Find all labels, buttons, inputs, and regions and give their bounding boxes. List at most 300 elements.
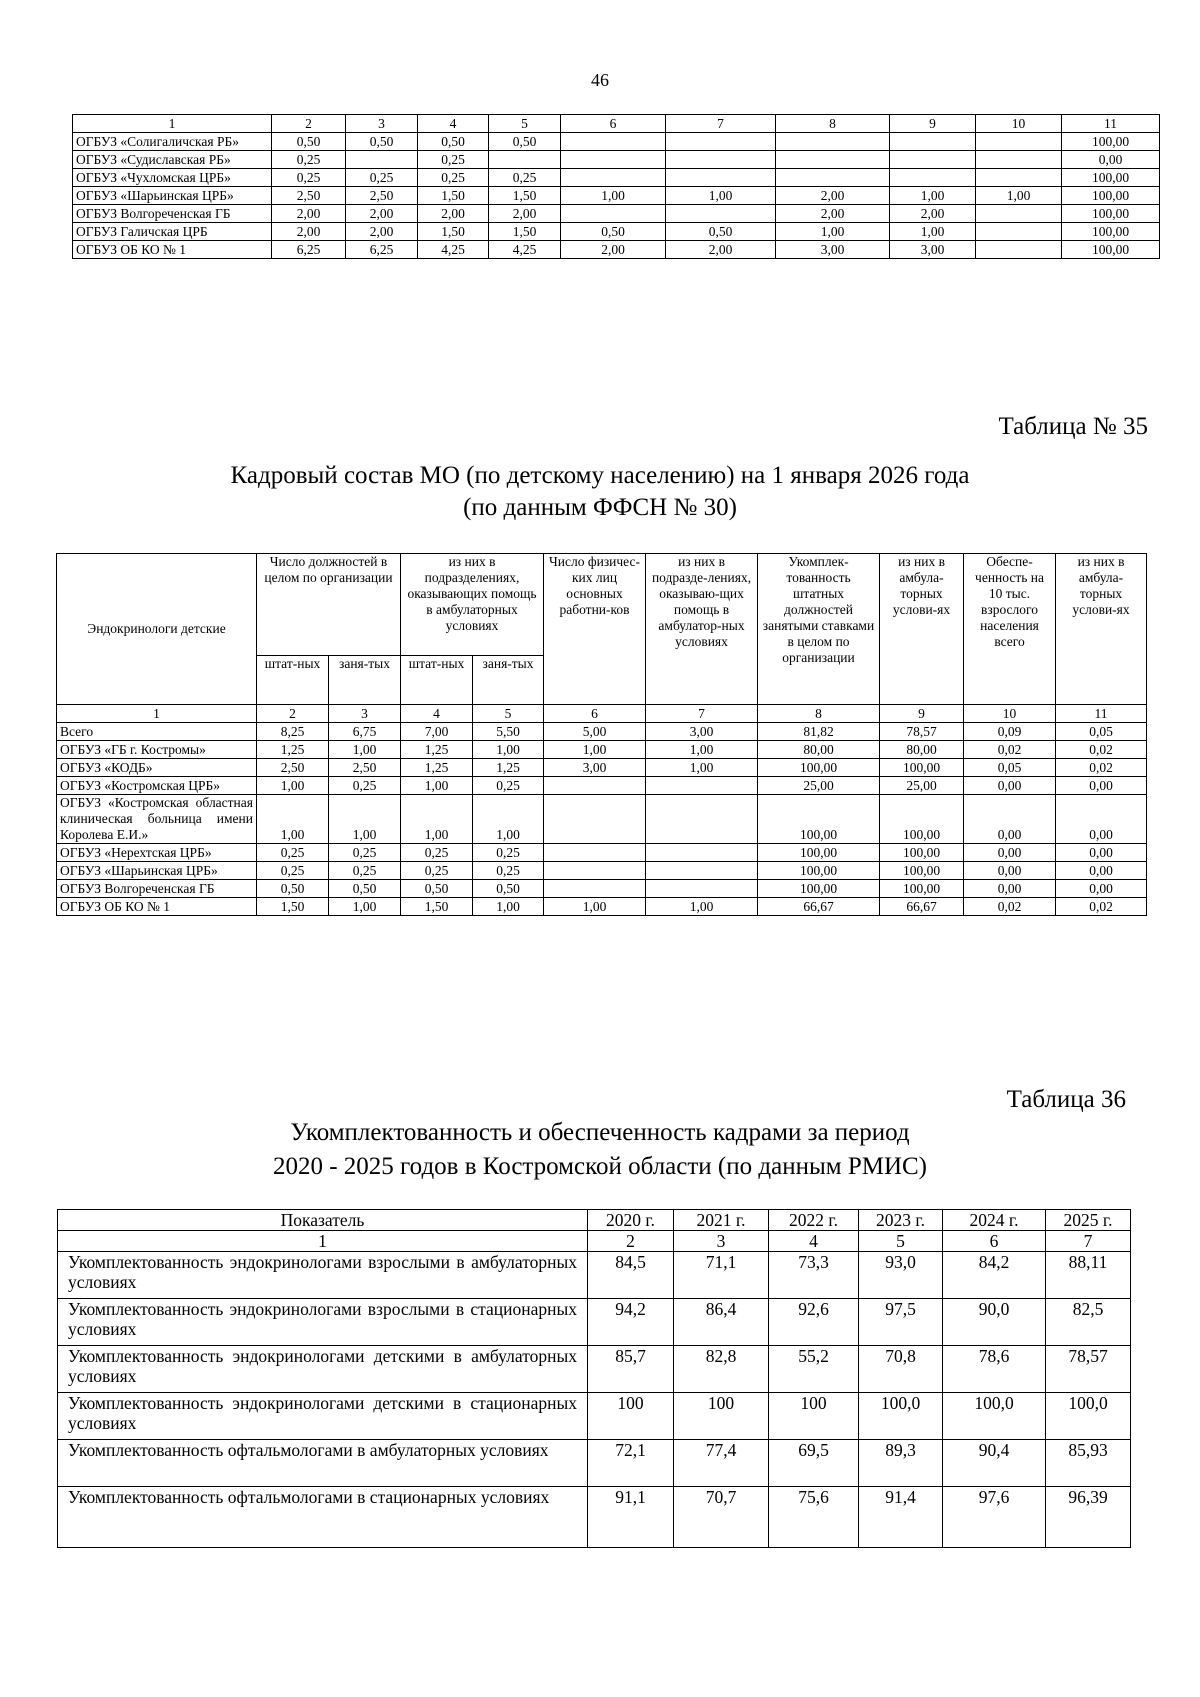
- table-row: [58, 1252, 1131, 1299]
- table-row: [73, 133, 1160, 151]
- value-cell: 5,50: [473, 723, 544, 741]
- value-cell: 100,00: [758, 759, 880, 777]
- value-cell: 0,02: [964, 741, 1056, 759]
- header-individuals: Число физичес-ких лиц основных работни-ков: [544, 554, 646, 705]
- value-cell: 0,02: [1056, 741, 1147, 759]
- column-number: 2: [272, 115, 346, 133]
- table-row: [57, 844, 1147, 862]
- value-cell: [666, 151, 776, 169]
- value-cell: 1,00: [776, 223, 890, 241]
- value-cell: 0,25: [401, 862, 473, 880]
- value-cell: 2,00: [776, 205, 890, 223]
- value-cell: 1,50: [418, 187, 489, 205]
- table-row: [58, 1299, 1131, 1346]
- column-number: 10: [976, 115, 1062, 133]
- value-cell: 1,50: [489, 187, 561, 205]
- table-row: [73, 223, 1160, 241]
- value-cell: 0,00: [964, 795, 1056, 844]
- value-cell: 0,50: [346, 133, 418, 151]
- value-cell: 1,00: [329, 741, 401, 759]
- value-cell: [489, 151, 561, 169]
- indicator-header: Показатель: [58, 1210, 588, 1231]
- table-35-title-line-1: Кадровый состав МО (по детскому населению) на 1 января 2026 года: [230, 462, 970, 489]
- table-row: [73, 151, 1160, 169]
- column-number: 5: [473, 705, 544, 723]
- row-label: Укомплектованность офтальмологами в стационарных условиях: [58, 1487, 588, 1548]
- value-cell: 25,00: [880, 777, 964, 795]
- value-cell: 89,3: [859, 1440, 943, 1487]
- value-cell: 70,7: [674, 1487, 769, 1548]
- column-number: 6: [943, 1231, 1046, 1252]
- value-cell: 8,25: [257, 723, 329, 741]
- row-label: ОГБУЗ ОБ КО № 1: [73, 241, 272, 259]
- value-cell: [776, 169, 890, 187]
- value-cell: 85,93: [1046, 1440, 1131, 1487]
- value-cell: 100,00: [1062, 133, 1160, 151]
- value-cell: 0,25: [257, 844, 329, 862]
- value-cell: 88,11: [1046, 1252, 1131, 1299]
- value-cell: 80,00: [880, 741, 964, 759]
- value-cell: 0,25: [257, 862, 329, 880]
- value-cell: 1,00: [666, 187, 776, 205]
- value-cell: 78,57: [1046, 1346, 1131, 1393]
- table-36-caption: Таблица 36: [1006, 1086, 1126, 1113]
- header-provision: Обеспе-ченность на 10 тыс. взрослого населения всего: [964, 554, 1056, 705]
- column-number: 4: [401, 705, 473, 723]
- table-35-caption: Таблица № 35: [998, 413, 1148, 440]
- value-cell: 2,00: [776, 187, 890, 205]
- value-cell: 3,00: [646, 723, 758, 741]
- value-cell: 100,00: [880, 795, 964, 844]
- value-cell: [776, 151, 890, 169]
- value-cell: 0,00: [964, 777, 1056, 795]
- value-cell: 2,00: [666, 241, 776, 259]
- row-label: Укомплектованность эндокринологами детскими в амбулаторных условиях: [58, 1346, 588, 1393]
- column-number: 9: [880, 705, 964, 723]
- value-cell: [976, 223, 1062, 241]
- value-cell: 66,67: [758, 898, 880, 916]
- value-cell: 3,00: [544, 759, 646, 777]
- value-cell: 1,25: [401, 741, 473, 759]
- value-cell: 100,0: [943, 1393, 1046, 1440]
- year-header: 2025 г.: [1046, 1210, 1131, 1231]
- row-label: Укомплектованность эндокринологами взрослыми в амбулаторных условиях: [58, 1252, 588, 1299]
- year-header: 2021 г.: [674, 1210, 769, 1231]
- column-number: 10: [964, 705, 1056, 723]
- header-provision-outpatient: из них в амбула-торных услови-ях: [1056, 554, 1147, 705]
- value-cell: 0,50: [666, 223, 776, 241]
- value-cell: 2,00: [561, 241, 666, 259]
- value-cell: [646, 795, 758, 844]
- value-cell: [561, 133, 666, 151]
- row-label: Укомплектованность эндокринологами взрослыми в стационарных условиях: [58, 1299, 588, 1346]
- table-row: [57, 777, 1147, 795]
- year-header: 2020 г.: [588, 1210, 674, 1231]
- value-cell: 100,00: [880, 862, 964, 880]
- value-cell: 1,00: [257, 795, 329, 844]
- subheader-staff-outpatient: штат-ных: [401, 655, 473, 704]
- value-cell: 1,00: [646, 741, 758, 759]
- value-cell: 100,00: [758, 844, 880, 862]
- row-label: ОГБУЗ «КОДБ»: [57, 759, 257, 777]
- column-number: 11: [1056, 705, 1147, 723]
- value-cell: 1,50: [489, 223, 561, 241]
- value-cell: 2,00: [346, 223, 418, 241]
- column-number: 7: [646, 705, 758, 723]
- table-row: [73, 205, 1160, 223]
- column-numbers-row: [58, 1231, 1131, 1252]
- row-label: ОГБУЗ «Нерехтская ЦРБ»: [57, 844, 257, 862]
- value-cell: 2,00: [489, 205, 561, 223]
- column-number: 5: [859, 1231, 943, 1252]
- page-number: 46: [591, 70, 609, 90]
- value-cell: 0,50: [561, 223, 666, 241]
- value-cell: [561, 205, 666, 223]
- table-36-title: [0, 1116, 1200, 1184]
- row-label: ОГБУЗ «Солигаличская РБ»: [73, 133, 272, 151]
- value-cell: 3,00: [776, 241, 890, 259]
- value-cell: 0,25: [346, 169, 418, 187]
- value-cell: 100: [769, 1393, 859, 1440]
- column-numbers-row: [57, 705, 1147, 723]
- value-cell: 78,57: [880, 723, 964, 741]
- value-cell: 0,25: [329, 862, 401, 880]
- value-cell: 1,00: [257, 777, 329, 795]
- column-number: 3: [674, 1231, 769, 1252]
- column-number: 1: [58, 1231, 588, 1252]
- value-cell: 2,00: [272, 205, 346, 223]
- table-35-header-row: [57, 554, 1147, 656]
- value-cell: 6,25: [272, 241, 346, 259]
- value-cell: 0,50: [489, 133, 561, 151]
- value-cell: [561, 169, 666, 187]
- value-cell: 0,02: [1056, 898, 1147, 916]
- value-cell: 2,00: [890, 205, 976, 223]
- year-header: 2023 г.: [859, 1210, 943, 1231]
- value-cell: 25,00: [758, 777, 880, 795]
- value-cell: [346, 151, 418, 169]
- value-cell: 100,00: [758, 880, 880, 898]
- column-number: 2: [588, 1231, 674, 1252]
- value-cell: 1,00: [473, 795, 544, 844]
- value-cell: 1,00: [401, 795, 473, 844]
- value-cell: 71,1: [674, 1252, 769, 1299]
- table-header-row: [58, 1210, 1131, 1231]
- value-cell: 1,00: [646, 759, 758, 777]
- value-cell: 1,00: [329, 898, 401, 916]
- value-cell: 0,25: [329, 844, 401, 862]
- subheader-occupied: заня-тых: [329, 655, 401, 704]
- value-cell: 0,25: [272, 169, 346, 187]
- subheader-staff: штат-ных: [257, 655, 329, 704]
- value-cell: 1,00: [976, 187, 1062, 205]
- table-35: [56, 553, 1147, 916]
- value-cell: 4,25: [489, 241, 561, 259]
- column-number: 9: [890, 115, 976, 133]
- value-cell: 1,00: [329, 795, 401, 844]
- value-cell: [646, 880, 758, 898]
- header-positions: Число должностей в целом по организации: [257, 554, 401, 656]
- row-label: ОГБУЗ Волгореченская ГБ: [73, 205, 272, 223]
- value-cell: 0,25: [473, 862, 544, 880]
- value-cell: 72,1: [588, 1440, 674, 1487]
- value-cell: [544, 862, 646, 880]
- value-cell: 100,00: [1062, 223, 1160, 241]
- table-row: [57, 795, 1147, 844]
- value-cell: [561, 151, 666, 169]
- value-cell: 0,25: [272, 151, 346, 169]
- value-cell: 75,6: [769, 1487, 859, 1548]
- value-cell: 66,67: [880, 898, 964, 916]
- row-label: Укомплектованность офтальмологами в амбулаторных условиях: [58, 1440, 588, 1487]
- value-cell: 0,02: [964, 898, 1056, 916]
- value-cell: 90,4: [943, 1440, 1046, 1487]
- value-cell: 0,00: [1056, 880, 1147, 898]
- year-header: 2022 г.: [769, 1210, 859, 1231]
- header-staffing-outpatient: из них в амбула-торных услови-ях: [880, 554, 964, 705]
- value-cell: 2,00: [346, 205, 418, 223]
- table-row: [58, 1487, 1131, 1548]
- column-number: 7: [1046, 1231, 1131, 1252]
- column-number: 11: [1062, 115, 1160, 133]
- table-35-title-line-2: (по данным ФФСН № 30): [463, 494, 737, 521]
- value-cell: 100,00: [880, 880, 964, 898]
- value-cell: 100,0: [859, 1393, 943, 1440]
- value-cell: 0,25: [489, 169, 561, 187]
- row-label: Всего: [57, 723, 257, 741]
- value-cell: 7,00: [401, 723, 473, 741]
- column-number: 3: [329, 705, 401, 723]
- value-cell: 0,50: [329, 880, 401, 898]
- table-row: [58, 1393, 1131, 1440]
- value-cell: 0,00: [1062, 151, 1160, 169]
- value-cell: 2,50: [346, 187, 418, 205]
- table-36: [57, 1209, 1131, 1548]
- value-cell: 0,02: [1056, 759, 1147, 777]
- table-row: [58, 1346, 1131, 1393]
- value-cell: 91,1: [588, 1487, 674, 1548]
- header-individuals-outpatient: из них в подразде-лениях, оказываю-щих помощь в амбулатор-ных условиях: [646, 554, 758, 705]
- value-cell: 100,00: [1062, 187, 1160, 205]
- value-cell: 97,6: [943, 1487, 1046, 1548]
- value-cell: [976, 133, 1062, 151]
- value-cell: 73,3: [769, 1252, 859, 1299]
- value-cell: 0,50: [473, 880, 544, 898]
- column-number: 6: [544, 705, 646, 723]
- staff-table-continued: [72, 114, 1160, 259]
- table-row: [57, 741, 1147, 759]
- row-label: ОГБУЗ «Чухломская ЦРБ»: [73, 169, 272, 187]
- value-cell: [646, 862, 758, 880]
- value-cell: 1,00: [544, 741, 646, 759]
- year-header: 2024 г.: [943, 1210, 1046, 1231]
- value-cell: 1,00: [561, 187, 666, 205]
- subheader-occupied-outpatient: заня-тых: [473, 655, 544, 704]
- value-cell: 84,2: [943, 1252, 1046, 1299]
- value-cell: [776, 133, 890, 151]
- value-cell: [544, 795, 646, 844]
- table-row: [73, 187, 1160, 205]
- value-cell: [544, 844, 646, 862]
- column-number: 1: [57, 705, 257, 723]
- value-cell: 0,25: [401, 844, 473, 862]
- value-cell: [976, 205, 1062, 223]
- value-cell: 1,50: [257, 898, 329, 916]
- value-cell: 82,5: [1046, 1299, 1131, 1346]
- row-label: ОГБУЗ «Костромская ЦРБ»: [57, 777, 257, 795]
- row-label: ОГБУЗ «Шарьинская ЦРБ»: [73, 187, 272, 205]
- row-label: ОГБУЗ ОБ КО № 1: [57, 898, 257, 916]
- value-cell: 0,25: [473, 777, 544, 795]
- value-cell: 0,50: [418, 133, 489, 151]
- table-header-row: [73, 115, 1160, 133]
- value-cell: 70,8: [859, 1346, 943, 1393]
- value-cell: 1,25: [473, 759, 544, 777]
- value-cell: 90,0: [943, 1299, 1046, 1346]
- value-cell: 1,50: [401, 898, 473, 916]
- value-cell: 5,00: [544, 723, 646, 741]
- value-cell: 81,82: [758, 723, 880, 741]
- column-number: 5: [489, 115, 561, 133]
- value-cell: 0,50: [401, 880, 473, 898]
- header-positions-outpatient: из них в подразделениях, оказывающих помощь в амбулаторных условиях: [401, 554, 544, 656]
- column-number: 8: [758, 705, 880, 723]
- value-cell: [666, 169, 776, 187]
- value-cell: [890, 151, 976, 169]
- value-cell: 100,0: [1046, 1393, 1131, 1440]
- value-cell: 1,25: [401, 759, 473, 777]
- value-cell: 100: [588, 1393, 674, 1440]
- table-row: [73, 241, 1160, 259]
- value-cell: [666, 205, 776, 223]
- value-cell: 6,75: [329, 723, 401, 741]
- header-endocrinologists: Эндокринологи детские: [57, 554, 257, 705]
- value-cell: 85,7: [588, 1346, 674, 1393]
- value-cell: 78,6: [943, 1346, 1046, 1393]
- value-cell: 0,25: [329, 777, 401, 795]
- table-36-title-line-2: 2020 - 2025 годов в Костромской области (по данным РМИС): [272, 1153, 928, 1180]
- value-cell: 0,00: [1056, 795, 1147, 844]
- value-cell: 6,25: [346, 241, 418, 259]
- column-number: 4: [418, 115, 489, 133]
- value-cell: 100,00: [880, 759, 964, 777]
- value-cell: 97,5: [859, 1299, 943, 1346]
- value-cell: 100,00: [758, 862, 880, 880]
- value-cell: 55,2: [769, 1346, 859, 1393]
- value-cell: 1,00: [401, 777, 473, 795]
- table-36-title-line-1: Укомплектованность и обеспеченность кадрами за период: [290, 1119, 910, 1146]
- value-cell: [646, 777, 758, 795]
- value-cell: 86,4: [674, 1299, 769, 1346]
- value-cell: [666, 133, 776, 151]
- value-cell: 100,00: [1062, 241, 1160, 259]
- value-cell: 3,00: [890, 241, 976, 259]
- row-label: ОГБУЗ «Судиславская РБ»: [73, 151, 272, 169]
- value-cell: 4,25: [418, 241, 489, 259]
- table-row: [57, 880, 1147, 898]
- column-number: 6: [561, 115, 666, 133]
- value-cell: [544, 777, 646, 795]
- value-cell: 96,39: [1046, 1487, 1131, 1548]
- table-35-title: [0, 460, 1200, 524]
- value-cell: 0,00: [964, 862, 1056, 880]
- value-cell: [976, 169, 1062, 187]
- value-cell: 93,0: [859, 1252, 943, 1299]
- table-row: [57, 862, 1147, 880]
- table-row: [58, 1440, 1131, 1487]
- value-cell: 92,6: [769, 1299, 859, 1346]
- value-cell: 82,8: [674, 1346, 769, 1393]
- value-cell: 2,50: [272, 187, 346, 205]
- value-cell: 0,25: [418, 169, 489, 187]
- value-cell: 1,00: [890, 223, 976, 241]
- value-cell: [646, 844, 758, 862]
- value-cell: 100,00: [1062, 169, 1160, 187]
- value-cell: 91,4: [859, 1487, 943, 1548]
- column-number: 1: [73, 115, 272, 133]
- value-cell: 0,05: [964, 759, 1056, 777]
- row-label: Укомплектованность эндокринологами детскими в стационарных условиях: [58, 1393, 588, 1440]
- value-cell: [890, 169, 976, 187]
- value-cell: 0,00: [1056, 777, 1147, 795]
- value-cell: 94,2: [588, 1299, 674, 1346]
- value-cell: 100,00: [880, 844, 964, 862]
- column-number: 8: [776, 115, 890, 133]
- value-cell: 69,5: [769, 1440, 859, 1487]
- value-cell: 2,50: [329, 759, 401, 777]
- value-cell: [544, 880, 646, 898]
- value-cell: 80,00: [758, 741, 880, 759]
- row-label: ОГБУЗ Волгореченская ГБ: [57, 880, 257, 898]
- value-cell: 84,5: [588, 1252, 674, 1299]
- value-cell: 100,00: [758, 795, 880, 844]
- table-row: [57, 759, 1147, 777]
- value-cell: 0,50: [272, 133, 346, 151]
- value-cell: 77,4: [674, 1440, 769, 1487]
- table-row: [57, 898, 1147, 916]
- row-label: ОГБУЗ «ГБ г. Костромы»: [57, 741, 257, 759]
- row-label: ОГБУЗ «Костромская областная клиническая больница имени Королева Е.И.»: [57, 795, 257, 844]
- column-number: 4: [769, 1231, 859, 1252]
- value-cell: 0,00: [964, 880, 1056, 898]
- value-cell: 2,00: [272, 223, 346, 241]
- header-staffing: Укомплек-тованность штатных должностей занятыми ставками в целом по организации: [758, 554, 880, 705]
- column-number: 3: [346, 115, 418, 133]
- value-cell: 2,00: [418, 205, 489, 223]
- row-label: ОГБУЗ Галичская ЦРБ: [73, 223, 272, 241]
- value-cell: 0,25: [473, 844, 544, 862]
- value-cell: 1,00: [473, 741, 544, 759]
- value-cell: [890, 133, 976, 151]
- value-cell: 1,50: [418, 223, 489, 241]
- value-cell: 0,09: [964, 723, 1056, 741]
- value-cell: 100: [674, 1393, 769, 1440]
- row-label: ОГБУЗ «Шарьинская ЦРБ»: [57, 862, 257, 880]
- table-row: [57, 723, 1147, 741]
- value-cell: 0,50: [257, 880, 329, 898]
- column-number: 2: [257, 705, 329, 723]
- value-cell: 1,00: [473, 898, 544, 916]
- value-cell: [976, 241, 1062, 259]
- value-cell: 0,00: [964, 844, 1056, 862]
- value-cell: 1,00: [646, 898, 758, 916]
- table-row: [73, 169, 1160, 187]
- value-cell: 0,00: [1056, 862, 1147, 880]
- value-cell: 1,00: [544, 898, 646, 916]
- column-number: 7: [666, 115, 776, 133]
- value-cell: 100,00: [1062, 205, 1160, 223]
- value-cell: 1,00: [890, 187, 976, 205]
